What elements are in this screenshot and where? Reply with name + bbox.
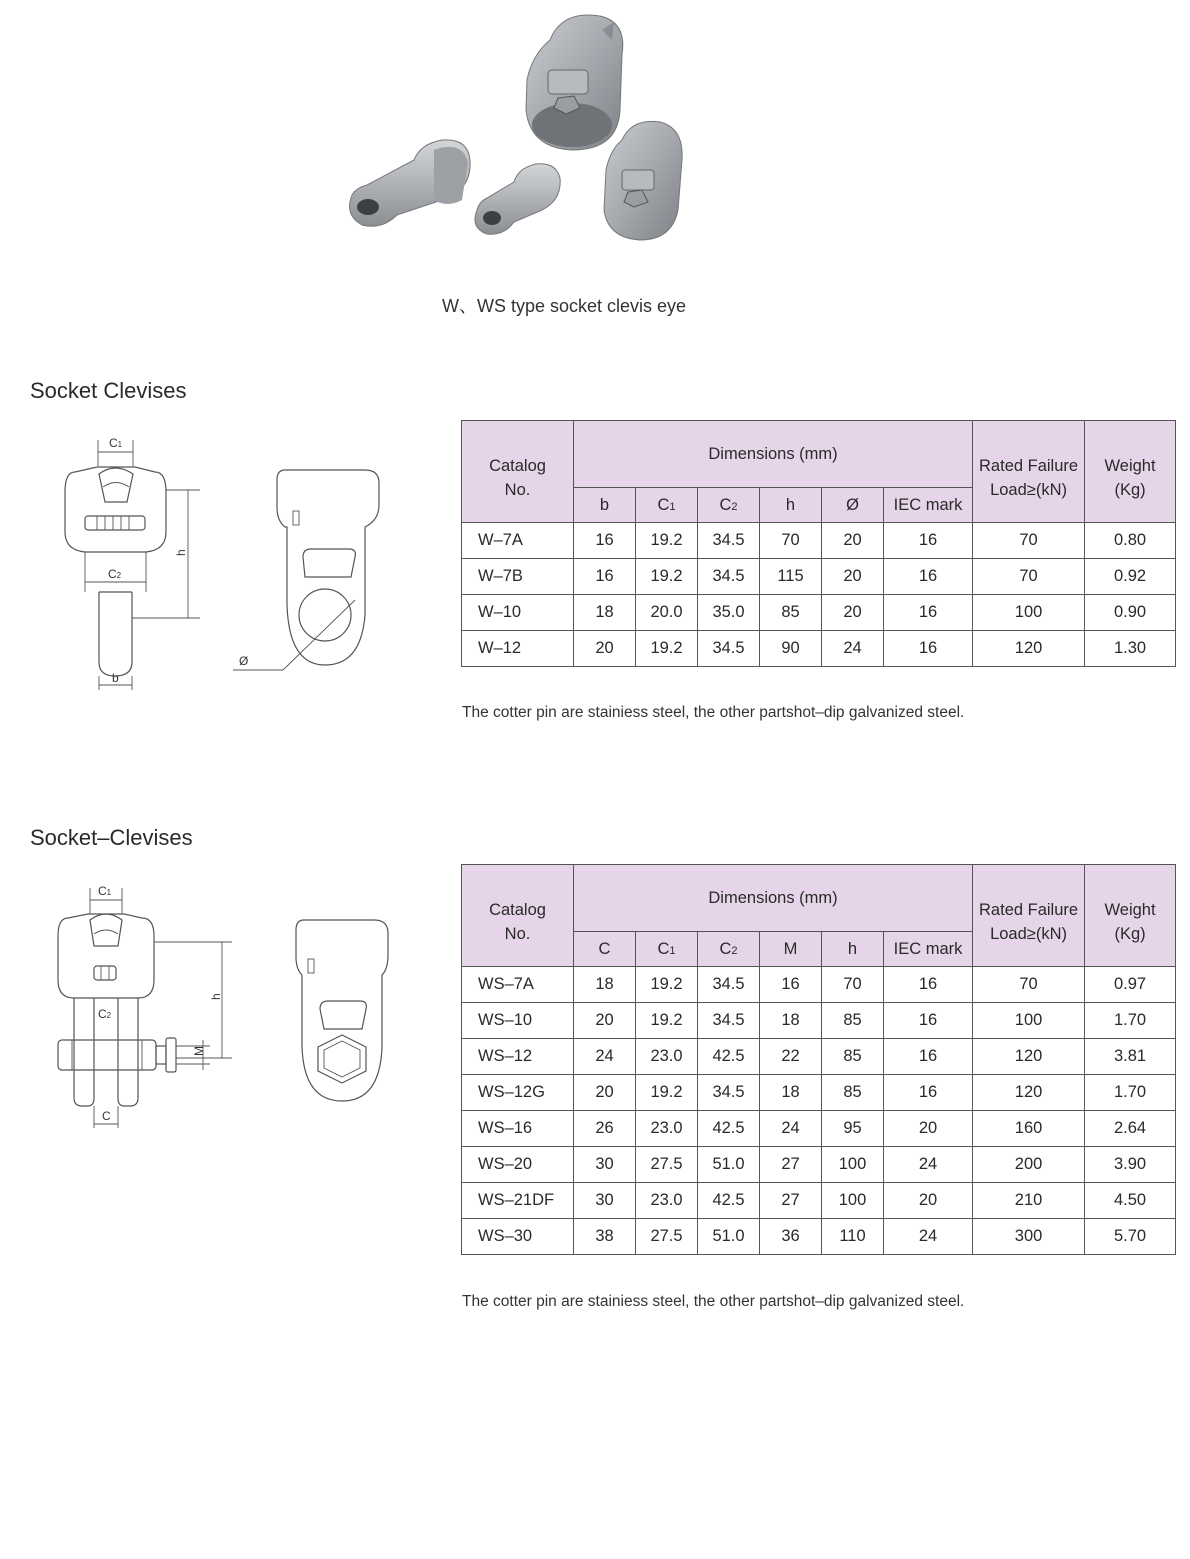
table-cell-c5: 20 [822, 523, 884, 559]
section-title-socket-clevises: Socket Clevises [30, 378, 187, 403]
header-rated-failure-load: Rated Failure Load≥(kN) [973, 865, 1085, 967]
socket-clevis-side-diagram [225, 465, 395, 685]
dim-c1-label: C1 [109, 436, 123, 450]
table-row [462, 595, 1176, 631]
table-cell-c6: 20 [884, 1111, 973, 1147]
table-cell-weight: 0.80 [1085, 523, 1176, 559]
table-cell-c2: 20.0 [636, 595, 698, 631]
table-cell-c3: 42.5 [698, 1183, 760, 1219]
table-cell-c1: 20 [574, 1003, 636, 1039]
table-cell-cat: W–10 [462, 595, 574, 631]
header-col: M [760, 932, 822, 967]
table-cell-c3: 34.5 [698, 559, 760, 595]
table-cell-c4: 18 [760, 1075, 822, 1111]
table-cell-c4: 115 [760, 559, 822, 595]
table-cell-c6: 20 [884, 1183, 973, 1219]
table-cell-weight: 4.50 [1085, 1183, 1176, 1219]
table-cell-c5: 20 [822, 559, 884, 595]
table-cell-c1: 26 [574, 1111, 636, 1147]
table-cell-c2: 19.2 [636, 1003, 698, 1039]
table-cell-c2: 23.0 [636, 1111, 698, 1147]
socket-clevis-ws-front-diagram [50, 880, 240, 1130]
table-cell-c5: 70 [822, 967, 884, 1003]
table-cell-c2: 19.2 [636, 1075, 698, 1111]
table-cell-c3: 34.5 [698, 1075, 760, 1111]
product-photo [322, 0, 742, 260]
header-col: C [574, 932, 636, 967]
table-cell-load: 300 [973, 1219, 1085, 1255]
header-col: C1 [636, 488, 698, 523]
table-cell-c1: 30 [574, 1183, 636, 1219]
table-row [462, 1075, 1176, 1111]
table-row [462, 1147, 1176, 1183]
table-cell-c5: 85 [822, 1075, 884, 1111]
table-cell-cat: WS–30 [462, 1219, 574, 1255]
table-cell-c6: 16 [884, 631, 973, 667]
table-cell-load: 70 [973, 523, 1085, 559]
header-col: h [760, 488, 822, 523]
table-cell-c2: 27.5 [636, 1147, 698, 1183]
table-cell-c1: 16 [574, 559, 636, 595]
table-cell-c2: 19.2 [636, 523, 698, 559]
section-title-socket-clevises-2: Socket–Clevises [30, 825, 193, 850]
header-col: IEC mark [884, 932, 973, 967]
header-col: b [574, 488, 636, 523]
table-cell-c3: 34.5 [698, 1003, 760, 1039]
table-cell-c1: 16 [574, 523, 636, 559]
table-cell-c5: 100 [822, 1183, 884, 1219]
table-cell-c4: 70 [760, 523, 822, 559]
table-cell-c3: 42.5 [698, 1039, 760, 1075]
dim-c2-label-2: C2 [98, 1007, 112, 1021]
table-cell-weight: 1.70 [1085, 1075, 1176, 1111]
dim-c1-label-2: C1 [98, 884, 112, 898]
table-cell-c1: 24 [574, 1039, 636, 1075]
table-row [462, 1039, 1176, 1075]
socket-clevis-front-diagram [55, 432, 225, 692]
table-cell-c6: 24 [884, 1219, 973, 1255]
table-cell-c6: 24 [884, 1147, 973, 1183]
socket-clevises-ws-table [461, 864, 1176, 1255]
table-cell-c3: 42.5 [698, 1111, 760, 1147]
header-catalog: Catalog No. [462, 865, 574, 967]
dim-b-label: b [112, 671, 119, 685]
table-cell-c1: 18 [574, 967, 636, 1003]
table-cell-c6: 16 [884, 1075, 973, 1111]
dim-c-label: C [102, 1109, 111, 1123]
table-cell-c5: 85 [822, 1003, 884, 1039]
table-cell-c6: 16 [884, 595, 973, 631]
table-cell-load: 70 [973, 967, 1085, 1003]
dim-h-label-2: h [209, 993, 223, 1000]
table-cell-c6: 16 [884, 1003, 973, 1039]
fitting-middle-icon [475, 164, 560, 234]
header-weight: Weight (Kg) [1085, 421, 1176, 523]
table-cell-cat: WS–21DF [462, 1183, 574, 1219]
table-cell-c5: 100 [822, 1147, 884, 1183]
table-cell-c3: 35.0 [698, 595, 760, 631]
table-cell-c4: 27 [760, 1147, 822, 1183]
header-col: Ø [822, 488, 884, 523]
table-cell-weight: 0.90 [1085, 595, 1176, 631]
table-cell-c2: 23.0 [636, 1039, 698, 1075]
table-cell-c4: 27 [760, 1183, 822, 1219]
table-cell-cat: W–7B [462, 559, 574, 595]
table-cell-cat: WS–7A [462, 967, 574, 1003]
table-cell-c4: 85 [760, 595, 822, 631]
table-row [462, 1219, 1176, 1255]
table-cell-c3: 34.5 [698, 631, 760, 667]
dim-phi-label: Ø [239, 654, 249, 668]
table-cell-c5: 24 [822, 631, 884, 667]
table-cell-cat: WS–12G [462, 1075, 574, 1111]
table-cell-cat: W–7A [462, 523, 574, 559]
table-row [462, 1183, 1176, 1219]
table-row [462, 967, 1176, 1003]
fitting-right-icon [604, 121, 682, 240]
table-cell-c1: 18 [574, 595, 636, 631]
table-cell-load: 120 [973, 1075, 1085, 1111]
table-cell-weight: 0.97 [1085, 967, 1176, 1003]
table-cell-c3: 51.0 [698, 1219, 760, 1255]
socket-clevis-ws-side-diagram [242, 915, 412, 1115]
table-cell-weight: 3.81 [1085, 1039, 1176, 1075]
table-row [462, 631, 1176, 667]
table-cell-weight: 1.30 [1085, 631, 1176, 667]
header-col: C2 [698, 488, 760, 523]
table-cell-c6: 16 [884, 559, 973, 595]
table-cell-load: 200 [973, 1147, 1085, 1183]
table-cell-cat: W–12 [462, 631, 574, 667]
table-cell-c6: 16 [884, 967, 973, 1003]
table-cell-c6: 16 [884, 1039, 973, 1075]
table-cell-cat: WS–10 [462, 1003, 574, 1039]
table-cell-c5: 95 [822, 1111, 884, 1147]
table-cell-weight: 2.64 [1085, 1111, 1176, 1147]
table-cell-c2: 19.2 [636, 631, 698, 667]
table-cell-load: 160 [973, 1111, 1085, 1147]
fitting-left-icon [350, 140, 471, 226]
table-cell-c3: 51.0 [698, 1147, 760, 1183]
table-cell-c1: 20 [574, 1075, 636, 1111]
header-dimensions: Dimensions (mm) [574, 865, 973, 932]
fitting-large-icon [526, 15, 623, 150]
header-rated-failure-load: Rated Failure Load≥(kN) [973, 421, 1085, 523]
socket-clevises-table [461, 420, 1176, 667]
table-cell-c3: 34.5 [698, 967, 760, 1003]
table-cell-c1: 38 [574, 1219, 636, 1255]
table-cell-c3: 34.5 [698, 523, 760, 559]
header-col: C2 [698, 932, 760, 967]
table-cell-load: 100 [973, 595, 1085, 631]
table-cell-c1: 20 [574, 631, 636, 667]
note-section2: The cotter pin are stainiess steel, the other partshot–dip galvanized steel. [462, 1293, 965, 1310]
header-col: IEC mark [884, 488, 973, 523]
table-cell-weight: 0.92 [1085, 559, 1176, 595]
header-weight: Weight (Kg) [1085, 865, 1176, 967]
dim-h-label: h [174, 549, 188, 556]
table-cell-c4: 16 [760, 967, 822, 1003]
table-cell-cat: WS–20 [462, 1147, 574, 1183]
dim-c2-label: C2 [108, 567, 122, 581]
table-cell-c2: 19.2 [636, 559, 698, 595]
table-cell-c4: 36 [760, 1219, 822, 1255]
header-col: C1 [636, 932, 698, 967]
table-cell-load: 210 [973, 1183, 1085, 1219]
photo-caption: W、WS type socket clevis eye [442, 296, 687, 316]
table-row [462, 523, 1176, 559]
table-cell-c2: 19.2 [636, 967, 698, 1003]
table-cell-c4: 22 [760, 1039, 822, 1075]
table-cell-c5: 110 [822, 1219, 884, 1255]
header-col: h [822, 932, 884, 967]
table-cell-load: 100 [973, 1003, 1085, 1039]
dim-m-label: M [192, 1046, 206, 1056]
table-row [462, 1003, 1176, 1039]
table-cell-weight: 5.70 [1085, 1219, 1176, 1255]
table-cell-load: 120 [973, 631, 1085, 667]
table-cell-load: 70 [973, 559, 1085, 595]
note-section1: The cotter pin are stainiess steel, the other partshot–dip galvanized steel. [462, 704, 965, 721]
table-cell-weight: 1.70 [1085, 1003, 1176, 1039]
table-cell-cat: WS–16 [462, 1111, 574, 1147]
table-cell-c6: 16 [884, 523, 973, 559]
table-cell-c5: 20 [822, 595, 884, 631]
table-cell-weight: 3.90 [1085, 1147, 1176, 1183]
header-catalog: Catalog No. [462, 421, 574, 523]
table-cell-c1: 30 [574, 1147, 636, 1183]
table-row [462, 1111, 1176, 1147]
table-cell-c4: 24 [760, 1111, 822, 1147]
table-cell-c5: 85 [822, 1039, 884, 1075]
table-cell-c4: 90 [760, 631, 822, 667]
table-cell-c2: 27.5 [636, 1219, 698, 1255]
table-cell-c2: 23.0 [636, 1183, 698, 1219]
table-cell-load: 120 [973, 1039, 1085, 1075]
table-row [462, 559, 1176, 595]
table-cell-cat: WS–12 [462, 1039, 574, 1075]
table-cell-c4: 18 [760, 1003, 822, 1039]
header-dimensions: Dimensions (mm) [574, 421, 973, 488]
